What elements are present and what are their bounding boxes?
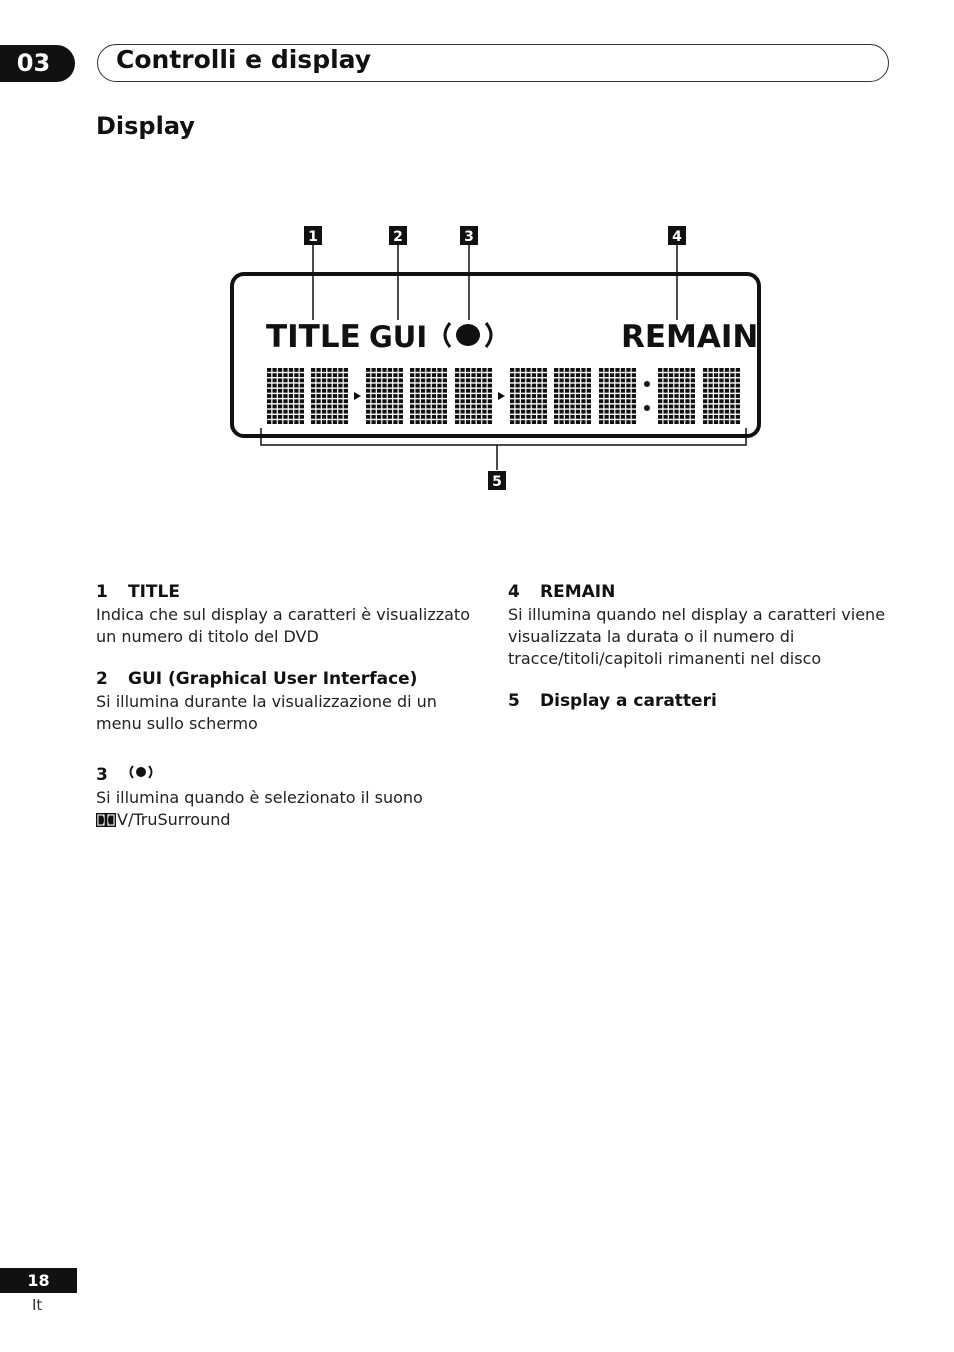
matrix-character-cell — [455, 368, 492, 424]
surround-indicator-icon — [445, 323, 491, 347]
item-number: 2 — [96, 669, 108, 689]
callout-4 — [668, 226, 686, 245]
item-description: Indica che sul display a caratteri è visualizzato un numero di titolo del DVD — [96, 605, 470, 646]
chapter-title: Controlli e display — [116, 45, 372, 74]
svg-text:4: 4 — [672, 229, 682, 245]
lcd-label-title: TITLE — [266, 319, 361, 355]
description-item-4 — [508, 580, 888, 670]
matrix-character-cell — [267, 368, 304, 424]
matrix-character-cell — [311, 368, 348, 424]
matrix-character-cell — [658, 368, 695, 424]
description-item-1 — [96, 580, 476, 648]
colon-dot-top — [644, 381, 650, 387]
item-description: Si illumina quando nel display a caratteri viene visualizzata la durata o il numero di tracce/titoli/capitoli rimanenti nel disco — [508, 605, 886, 668]
item-description — [96, 787, 476, 833]
svg-text:3: 3 — [464, 229, 474, 245]
svg-text:2: 2 — [393, 229, 403, 245]
description-item-3 — [96, 763, 476, 833]
matrix-character-cell — [554, 368, 591, 424]
matrix-character-cell — [410, 368, 447, 424]
matrix-character-cell — [510, 368, 547, 424]
matrix-character-cell — [366, 368, 403, 424]
description-item-5 — [508, 689, 888, 713]
description-item-2 — [96, 667, 476, 735]
matrix-character-cell — [599, 368, 636, 424]
separator-arrow-2 — [498, 392, 505, 400]
callout-2 — [389, 226, 407, 245]
colon-dot-bottom — [644, 405, 650, 411]
item-number: 5 — [508, 691, 520, 711]
descriptions-left — [96, 580, 476, 852]
surround-indicator-icon — [128, 763, 154, 787]
lcd-label-gui: GUI — [369, 320, 428, 354]
chapter-number-tab: 03 — [0, 45, 75, 82]
svg-text:5: 5 — [492, 474, 502, 490]
front-panel-display-diagram — [0, 0, 954, 520]
callout-1 — [304, 226, 322, 245]
item-heading: REMAIN — [540, 582, 616, 602]
item-heading: TITLE — [128, 582, 180, 602]
item-description-text: Si illumina quando è selezionato il suono — [96, 788, 423, 807]
matrix-character-cell — [703, 368, 740, 424]
descriptions-right — [508, 580, 888, 732]
language-code: It — [32, 1296, 43, 1314]
item-heading: GUI (Graphical User Interface) — [128, 669, 418, 689]
separator-arrow-1 — [354, 392, 361, 400]
callout-5 — [488, 471, 506, 490]
page-number: 18 — [0, 1268, 77, 1293]
callout-3 — [460, 226, 478, 245]
section-title: Display — [96, 112, 195, 140]
item-heading: Display a caratteri — [540, 691, 717, 711]
lcd-label-remain: REMAIN — [621, 319, 759, 355]
item-number: 1 — [96, 582, 108, 602]
item-description: Si illumina durante la visualizzazione di un menu sullo schermo — [96, 692, 437, 733]
item-number: 4 — [508, 582, 520, 602]
svg-text:1: 1 — [308, 229, 318, 245]
dolby-icon — [96, 811, 116, 833]
item-description-suffix: V/TruSurround — [117, 810, 231, 829]
item-number: 3 — [96, 765, 108, 785]
